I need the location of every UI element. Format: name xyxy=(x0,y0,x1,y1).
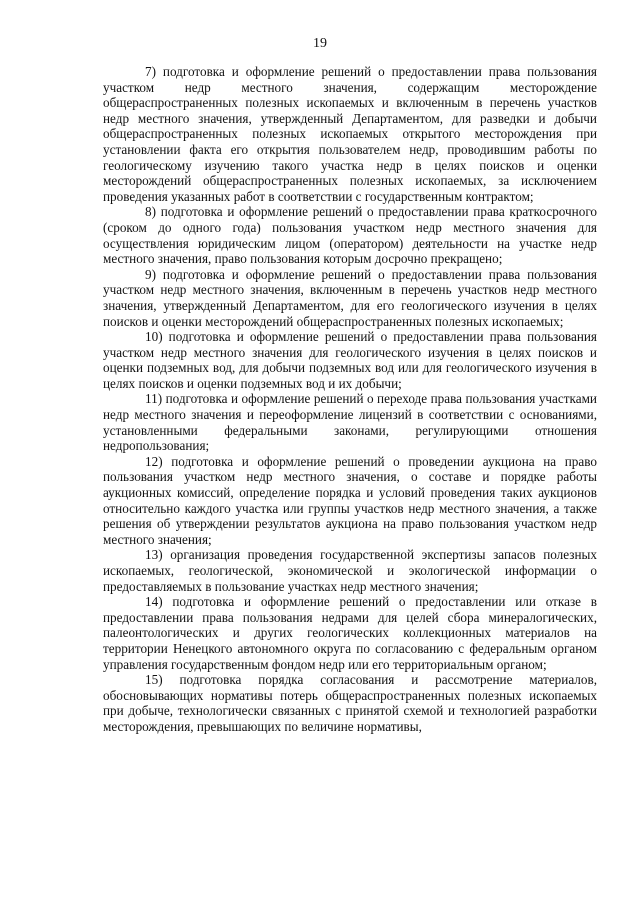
paragraph-item-13: 13) организация проведения государственной экспертизы запасов полезных ископаемых, геологической, экономической и экологической информации о предоставляемых в пользование участках недр местного значения; xyxy=(103,547,597,594)
paragraph-item-15: 15) подготовка порядка согласования и рассмотрение материалов, обосновывающих нормативы потерь общераспространенных полезных ископаемых при добыче, технологически связанных с принятой схемой и технологией разработки месторождения, превышающих по величине нормативы, xyxy=(103,672,597,734)
paragraph-item-7: 7) подготовка и оформление решений о предоставлении права пользования участком недр местного значения, содержащим месторождение общераспространенных полезных ископаемых и включенным в перечень участков недр местного значения, утвержденный Департаментом, для разведки и добычи общераспространенных полезных ископаемых открытого месторождения при установлении факта его открытия пользователем недр, проводившим работы по геологическому изучению такого участка недр в целях поисков и оценки месторождений общераспространенных полезных ископаемых, за исключением проведения указанных работ в соответствии с государственным контрактом; xyxy=(103,64,597,204)
paragraph-item-14: 14) подготовка и оформление решений о предоставлении или отказе в предоставлении права пользования недрами для целей сбора минералогических, палеонтологических и других геологических коллекционных материалов на территории Ненецкого автономного округа по согласованию с федеральным органом управления государственным фондом недр или его территориальным органом; xyxy=(103,594,597,672)
paragraph-item-11: 11) подготовка и оформление решений о переходе права пользования участками недр местного значения и переоформление лицензий в соответствии с основаниями, установленными федеральными законами, регулирующими отношения недропользования; xyxy=(103,391,597,454)
paragraph-item-8: 8) подготовка и оформление решений о предоставлении права краткосрочного (сроком до одного года) пользования участком недр местного значения для осуществления юридическим лицом (оператором) деятельности на участке недр местного значения, право пользования которым досрочно прекращено; xyxy=(103,204,597,267)
paragraph-item-9: 9) подготовка и оформление решений о предоставлении права пользования участком недр местного значения, включенным в перечень участков недр местного значения, утвержденный Департаментом, для его геологического изучения в целях поисков и оценки месторождений общераспространенных полезных ископаемых; xyxy=(103,266,597,329)
paragraph-item-12: 12) подготовка и оформление решений о проведении аукциона на право пользования участком недр местного значения, о составе и порядке работы аукционных комиссий, определение порядка и условий проведения таких аукционов относительно каждого участка или группы участков недр местного значения, а также решения об утверждении результатов аукциона на право пользования участком недр местного значения; xyxy=(103,453,597,547)
paragraph-item-10: 10) подготовка и оформление решений о предоставлении права пользования участком недр местного значения для геологического изучения в целях поисков и оценки подземных вод, для добычи подземных вод или для геологического изучения в целях поисков и оценки подземных вод и их добычи; xyxy=(103,329,597,391)
page-body xyxy=(103,64,597,735)
page-number: 19 xyxy=(313,36,327,51)
